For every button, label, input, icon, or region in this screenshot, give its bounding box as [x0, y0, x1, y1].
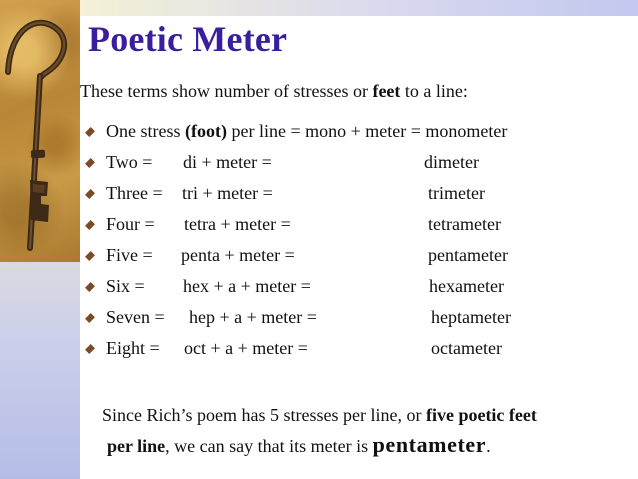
one-stress-text: [106, 121, 507, 142]
diamond-bullet-icon: [85, 189, 95, 199]
row-label: Eight =: [106, 338, 160, 358]
row-formula: di + meter =: [183, 152, 272, 172]
conclusion-line-2: [102, 430, 632, 461]
row-term: tetrameter: [428, 214, 501, 234]
diamond-bullet-icon: [85, 344, 95, 354]
conclusion-pentameter: pentameter: [372, 432, 487, 457]
row-formula: hex + a + meter =: [183, 276, 311, 296]
intro-text-end: to a line:: [400, 81, 468, 101]
conclusion-period: .: [486, 436, 491, 456]
diamond-bullet-icon: [85, 127, 95, 137]
row-term: dimeter: [424, 152, 479, 172]
conclusion-bold-per-line: per line: [107, 436, 166, 456]
intro-text: [80, 81, 468, 102]
row-formula: hep + a + meter =: [189, 307, 317, 327]
row-term: octameter: [431, 338, 502, 358]
intro-bold-feet: feet: [372, 81, 401, 101]
one-stress-bold: (foot): [185, 121, 227, 141]
row-formula: penta + meter =: [181, 245, 295, 265]
diamond-bullet-icon: [85, 282, 95, 292]
one-stress-end: per line = mono + meter = monometer: [226, 121, 508, 141]
row-formula: tetra + meter =: [184, 214, 291, 234]
diamond-bullet-icon: [85, 313, 95, 323]
row-label: Seven =: [106, 307, 165, 327]
row-label: Three =: [106, 183, 163, 203]
key-image: [0, 0, 80, 262]
row-label: Six =: [106, 276, 145, 296]
diamond-bullet-icon: [85, 251, 95, 261]
top-gradient-band: [80, 0, 638, 16]
intro-text-start: These terms show number of stresses or: [80, 81, 373, 101]
slide-title: Poetic Meter: [88, 19, 288, 59]
conclusion-bold-feet: five poetic feet: [425, 405, 537, 425]
diamond-bullet-icon: [85, 220, 95, 230]
row-formula: oct + a + meter =: [184, 338, 308, 358]
row-term: heptameter: [431, 307, 511, 327]
row-label: Two =: [106, 152, 153, 172]
row-formula: tri + meter =: [182, 183, 273, 203]
one-stress-start: One stress: [106, 121, 185, 141]
conclusion-start: Since Rich’s poem has 5 stresses per line, or: [102, 405, 426, 425]
diamond-bullet-icon: [85, 158, 95, 168]
conclusion-text: [102, 400, 632, 461]
conclusion-middle: , we can say that its meter is: [165, 436, 373, 456]
row-label: Five =: [106, 245, 153, 265]
row-term: trimeter: [428, 183, 485, 203]
row-label: Four =: [106, 214, 155, 234]
row-term: hexameter: [429, 276, 504, 296]
old-iron-key-icon: [0, 0, 80, 262]
row-term: pentameter: [428, 245, 508, 265]
